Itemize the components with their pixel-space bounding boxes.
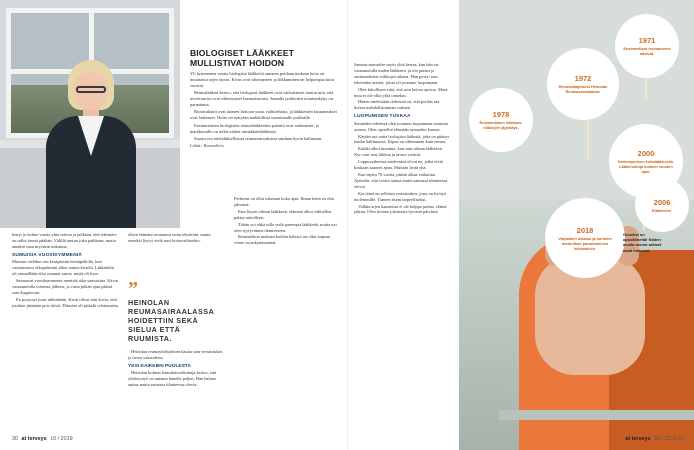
magazine-name: at terveys: [625, 436, 651, 442]
timeline-year: 2000: [637, 148, 655, 158]
page-number: 30: [12, 436, 18, 442]
body-paragraph: Valkka arjen haasteista ei ole helppo puhua, elämä jatkuu. Olen iloinen jokaisesta hyvästä päivästä.: [354, 203, 447, 215]
body-paragraph: Kun täytin 70 vuotta, päätin alkaa vaikuttaa. Ajattelin, että voisin auttaa muita samassa tilanteessa olevia.: [354, 172, 448, 189]
body-paragraph: kenyt jo kolme vuotta yhtä soittoa ja pelkään, että tekemävi on tullut tiensä päähän. Välillä tuntuu joka paikkaan, mutta ainakin saan myöskin nukuttua.: [12, 232, 117, 249]
subheading-relinquish: LUOPUMISEN TUSKAA: [354, 114, 411, 120]
body-column-2-bottom: [128, 349, 224, 388]
body-paragraph: Muistan vieläkin sen kesäpäivän heinäpellolla, kun vasemmassa olkapäässäni alkoi tuntua kivulta. Lääkärikin oli ymmällään eikä osannut sanoa, mistä oli kyse.: [12, 259, 114, 277]
portrait-photo: [0, 0, 180, 228]
right-page: [347, 0, 694, 450]
page-folio-right: [623, 436, 684, 442]
timeline-year: 2018: [576, 225, 594, 235]
subheading-symptoms: SUMUISIA VUOSIKYMMENIÄ: [12, 252, 83, 258]
timeline-bubble-1978: [471, 90, 531, 150]
body-paragraph: olisin elämäni seurannut omin tehtäväni, mutta onneksi löytyi vielä uusi hoitovaihtoehto.: [128, 232, 211, 243]
infobox-paragraph: Ensimmäisten biologisten reumalääkkeiden patentit ovat raukeaneet, ja markkinoille on tullut niiden rinnakkaislääkkeitä.: [190, 122, 319, 134]
body-paragraph: Kun löysin oikean lääkkeen, elämäni alkoi vähitellen palata raiteilleen.: [234, 208, 332, 220]
issue-number: 10 / 2019: [654, 436, 677, 442]
infobox-paragraph: Suurin osa tulehduksellisista reumasairauksista saadaan hyvin hallintaan.: [194, 136, 323, 142]
timeline-event: Ensimmäinen leikkaus: nilkkojen jäykistys.: [479, 120, 523, 130]
timeline-year: 1978: [492, 110, 510, 119]
body-paragraph: Käytän nyt uutta biologista lääkettä, joka on pitänyt taudin hallinnassa. Kipua on vähemmän kuin ennen.: [354, 133, 449, 145]
pull-quote: [128, 278, 224, 343]
body-column-3: [234, 196, 338, 247]
body-column-2-top: [128, 232, 224, 245]
timeline-bubble-2018: [547, 200, 623, 276]
timeline-year: 1972: [574, 74, 592, 83]
body-paragraph: Heinolan kolmas kansalaisvaikuttaja kertoo, että yhdistystyö on antanut hänelle paljon. Hän haluaa auttaa muita samassa tilanteessa olevia.: [128, 370, 217, 388]
body-paragraph: Seuraavat vuosikymmenet menivät aika sumuisina. Kävin vastaanotolla toisensa jälkeen, ja vasta pitkän ajan päästä sain diagnoosin.: [12, 277, 118, 295]
infobox-paragraph: Reumalääkäri kertoo, että biologiset lääkkeet ovat vaikuttaneet tautiin niin, että nivelvauriot ovat vähentyneet huomattavasti. Samalla potilaiden toimintakyky on parantunut.: [190, 90, 334, 108]
timeline-event: Herkistyminen kultalääkkeelle. Lääkehoitoja kolmen vuoden ajan.: [617, 158, 675, 174]
timeline-event: Reumadiagnoosi Heinolan Reumasairaalassa.: [558, 84, 608, 94]
infobox-biological-drugs: [190, 48, 337, 148]
timeline-year: 1971: [638, 36, 656, 45]
quote-mark: ”: [128, 278, 138, 300]
body-paragraph: Perheeni on ollut tukenani koko ajan. Ilman heitä en olisi jaksanut.: [234, 196, 335, 207]
body-paragraph: Tähän voi ehkä tulla vielä parempia lääkkeitä, mutta nyt olen tyytyväinen tilanteeseen.: [234, 221, 337, 233]
body-paragraph: Heinolan reumayhdistyksen kautta sain vertaistukea ja tietoa sairaudesta.: [128, 349, 223, 360]
body-column-1: [12, 232, 119, 309]
body-paragraph: Reumaliiton mukaan hoidon kehitys on ollut nopeaa viime vuosikymmeninä.: [234, 234, 330, 246]
person-figure: [46, 60, 136, 228]
timeline-bubble-2006: [637, 180, 687, 230]
body-paragraph: Hänen mielestään tärkeintä on, että potilas saa hoitoa mahdollisimman varhain.: [354, 99, 440, 111]
body-paragraph: Kai tämä on sellaista vertaistukea, josta on hyötyä molemmille. Tunnen itseni tarpeelliseksi.: [354, 190, 447, 202]
infobox-paragraph: Yli kymmenen vuotta biologisia lääkkeitä saaneen potilaan mukaan hoito on muuttanut arjen täysin. Kivut ovat vähentyneet ja liikkuminen on helpompaa kuin vuosiin.: [190, 71, 334, 88]
page-number: 31: [678, 436, 684, 442]
infobox-title: BIOLOGISET LÄÄKKEET MULLISTIVAT HOIDON: [190, 48, 295, 68]
timeline-event: Eläkkeelle.: [652, 207, 672, 213]
hands-photo: [459, 0, 694, 450]
page-folio-left: [12, 436, 73, 442]
photo-caption: Onneksi on apuvälineitä! Niiden avulla monet arkiset asiat hoituvat.: [623, 232, 662, 253]
infobox-paragraph: Biosimilaarit ovat tuoneet hoitoon uusia vaihtoehtoja, ja lääkkeiden kustannukset ovat laskeneet. Hoito on nykyään mahdollista useammalle potilaalle.: [190, 109, 337, 121]
magazine-name: at terveys: [21, 436, 47, 442]
timeline-event: Varpaiden oikaisu ja sormien motoriikan parantaminen leikkauksin.: [558, 235, 612, 251]
body-paragraph: Samoin muistelee myös yhtä kertaa, kun hän sai vastaanotolla uuden lääkkeen, ja olo parani jo ensimmäisten viikkojen aikana. Hän pystyi taas tekemään asioita, joista oli joutunut luopumaan.: [354, 62, 439, 85]
timeline-year: 2006: [653, 197, 671, 207]
body-paragraph: En pystynyt juuri mihinkään. Kivut olivat niin kovia, että jouduin jäämään pois töistä. Elämäni oli pitkälti odottamista.: [12, 296, 119, 308]
pull-quote-text: HEINOLAN REUMASAIRAALASSA HOIDETTIIN SEKÄ SIELUA ETTÄ RUUMISTA.: [128, 298, 214, 343]
body-paragraph: Kaikki alkoi muuttua, kun sain oikean lääkkeen. Nyt voin taas liikkua ja tavata ystäviä.: [354, 146, 443, 158]
body-paragraph: Olen kiitollinen siitä, että sain hoitoa ajoissa. Moni muu ei ole ollut yhtä onnekas.: [354, 86, 448, 98]
body-paragraph: Loppuvaiheessa mielessäni olivat ne, jotka eivät koskaan saaneet apua. Muistan heitä yhä.: [354, 159, 443, 171]
body-paragraph: Sairauden edetessä olen joutunut luopumaan monesta asiasta. Olen opetellut elämään sairauden kanssa.: [354, 120, 449, 132]
timeline-bubble-1972: [549, 50, 617, 118]
body-column-right: [354, 62, 450, 216]
issue-number: 10 / 2019: [50, 436, 73, 442]
timeline-bubble-1971: [617, 16, 677, 76]
timeline-event: Ensimmäiset reumaoireet alkavat.: [623, 46, 671, 56]
infobox-source: Lähde: Reumaliitto: [190, 143, 225, 149]
subheading-help: YKSI KAIKKIEN PUOLESTA: [128, 363, 191, 369]
